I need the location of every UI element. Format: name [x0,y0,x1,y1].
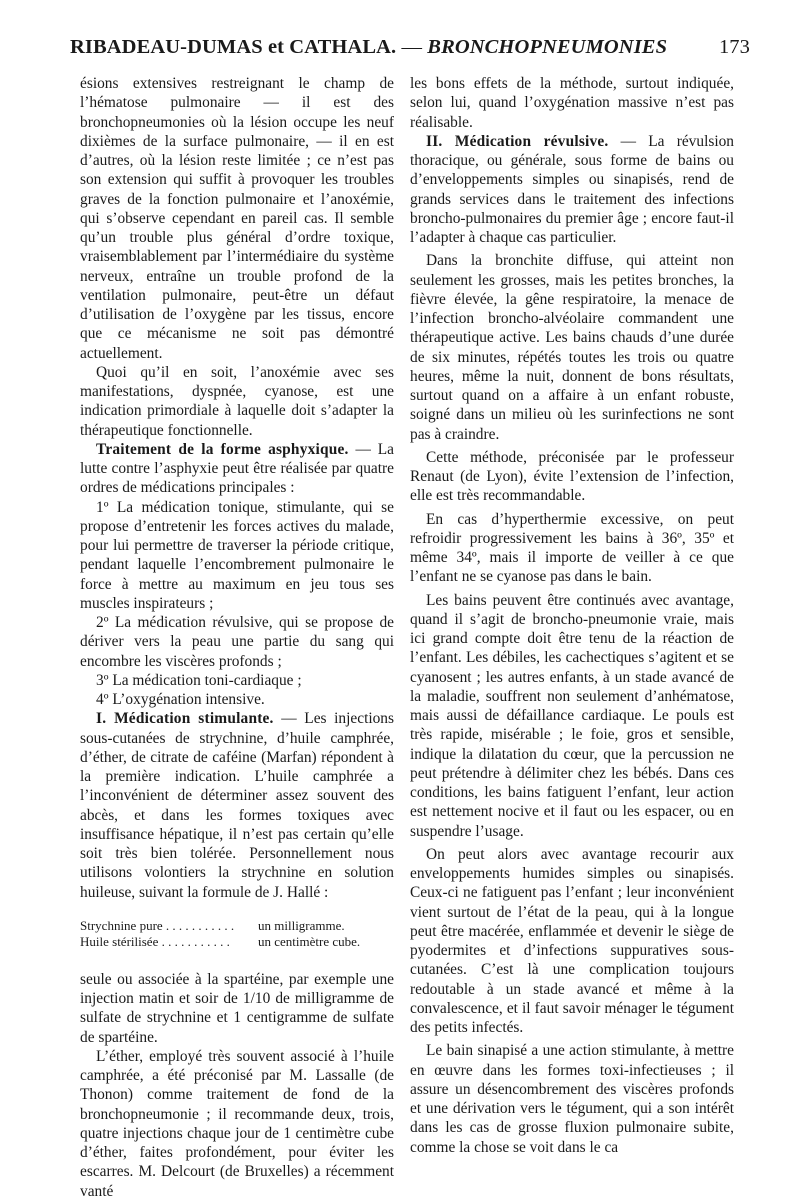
running-header [70,36,750,66]
paragraph: Les bains peuvent être continués avec avantage, quand il s’agit de broncho-pneumonie vraie, mais ici grand compte doit être tenu de la réaction de l’enfant. Les débiles, les cachectiques s’agitent et se cyanosent ; les autres enfants, à un stade avancé de la maladie, souffrent non seulement d’anhématose, mais aussi de défaillance cardiaque. Le pouls est très rapide, misérable ; le foie, gros et sensible, indique la dilatation du cœur, que la percussion ne peut prétendre à délimiter chez les bébés. Dans ces conditions, les bains fatiguent l’enfant, leur action est nettement nocive et il faut ou les espacer, ou en suspendre l’usage. [410,591,734,840]
paragraph: Le bain sinapisé a une action stimulante, à mettre en œuvre dans les formes toxi-infectieuses ; il assure un désencombrement des viscères profonds et une dérivation vers le tégument, qui a son intérêt dans les cas de grosse fluxion pulmonaire subite, comme la chose se voit dans le ca [410,1042,734,1156]
formula-ingredient: Huile stérilisée . . . . . . . . . . . [80,933,230,949]
section-paragraph [410,132,734,248]
paragraph: L’éther, employé très souvent associé à l’huile camphrée, a été préconisé par M. Lassalle (de Thonon) comme traitement de fond de la bronchopneumonie ; il recommande deux, trois, quatre injections chaque jour de 1 centimètre cube d’éther, faites profondément, pour éviter les escarres. M. Delcourt (de Bruxelles) a récemment vanté [80,1047,394,1200]
section-paragraph [80,440,394,498]
paragraph: On peut alors avec avantage recourir aux enveloppements humides simples ou sinapisés. Ceux-ci ne fatiguent pas l’enfant ; leur inconvénient vient surtout de l’état de la peau, qui à la longue peut être macérée, enflammée et devenir le siège de pyodermites et d’infections suppuratives sous-cutanées. C’est là une complication toujours redoutable à un stade avancé et même à la convalescence, et il faut savoir ménager le tégument des petits infectés. [410,845,734,1036]
formula-row [80,934,394,950]
formula-amount: un centimètre cube. [258,933,361,949]
section-text: — Les injections sous-cutanées de strychnine, d’huile camphrée, d’éther, de citrate de caféine (Marfan) répondent à la première indication. L’huile camphrée a l’inconvénient de déterminer assez souvent des abcès, et dans les formes toxiques avec insuffisance hépatique, il n’est pas certain qu’elle soit très bien tolérée. Personnellement nous utilisons volontiers la strychnine en solution huileuse, suivant la formule de J. Hallé : [80,710,394,901]
section-text: — La révulsion thoracique, ou générale, sous forme de bains ou d’enveloppements simples ou sinapisés, rend de grands services dans le traitement des infections broncho-pulmonaires du premier âge ; encore faut-il l’adapter à chaque cas particulier. [410,132,735,246]
section-text: — La lutte contre l’asphyxie peut être réalisée par quatre ordres de médications principales : [80,440,394,497]
page-number: 173 [718,36,750,58]
paragraph: Quoi qu’il en soit, l’anoxémie avec ses manifestations, dyspnée, cyanose, est une indication primordiale à laquelle doit s’adapter la thérapeutique fonctionnelle. [80,363,394,439]
prescription-formula [80,918,394,950]
formula-amount: un milligramme. [258,917,345,933]
list-item: 1º La médication tonique, stimulante, qui se propose d’entretenir les forces actives du malade, pour lui permettre de traverser la période critique, pendant laquelle l’encombrement pulmonaire le force à mettre au maximum en jeu tous ses muscles inspirateurs ; [80,498,394,612]
paragraph: les bons effets de la méthode, surtout indiquée, selon lui, quand l’oxygénation massive n’est pas réalisable. [410,75,734,131]
header-authors: RIBADEAU-DUMAS et CATHALA. [70,36,397,58]
section-heading-revulsive: II. Médication révulsive. [426,132,609,150]
formula-row [80,918,394,934]
section-heading-asphyxique: Traitement de la forme asphyxique. [96,440,349,458]
paragraph: Cette méthode, préconisée par le professeur Renaut (de Lyon), évite l’extension de l’infection, elle est très recommandable. [410,448,734,505]
list-item: 4º L’oxygénation intensive. [96,691,265,708]
paragraph: Dans la bronchite diffuse, qui atteint non seulement les grosses, mais les petites bronches, la fièvre élevée, la gêne respiratoire, la menace de l’infection broncho-alvéolaire commandent une thérapeutique active. Les bains chauds d’une durée de six minutes, répétés toutes les trois ou quatre heures, même la nuit, donnent de bons résultats, surtout quand on a affaire à un enfant robuste, soigné dans un milieu où les surinfections ne sont pas à craindre. [410,252,734,443]
list-item: 2º La médication révulsive, qui se propose de dériver vers la peau une partie du sang qui encombre les viscères profonds ; [80,614,394,670]
header-separator: — [396,36,428,58]
left-column [80,74,394,1201]
paragraph: En cas d’hyperthermie excessive, on peut refroidir progressivement les bains à 36º, 35º et même 34º, mais il importe de veiller à ce que l’enfant ne se cyanose pas dans le bain. [410,510,734,586]
header-subject: BRONCHOPNEUMONIES [427,36,668,58]
right-column [410,74,734,1157]
list-item: 3º La médication toni-cardiaque ; [96,671,302,689]
formula-ingredient: Strychnine pure . . . . . . . . . . . [80,917,235,933]
section-heading-stimulante: I. Médication stimulante. [96,710,274,728]
paragraph: ésions extensives restreignant le champ de l’hématose pulmonaire — il est des bronchopneumonies où la lésion occupe les neuf dixièmes de la surface pulmonaire, — il en est d’autres, où la lésion reste limitée ; ce n’est pas son extension qui suffit à provoquer les troubles graves de la fonction pulmonaire et l’anoxémie, qui s’observe cependant en pareil cas. Il semble qu’un trouble plus général d’ordre toxique, vraisemblablement par l’intermédiaire du système nerveux, entraîne un trouble profond de la ventilation pulmonaire, peut-être un défaut d’utilisation de l’oxygène par les tissus, encore que ce mécanisme ne soit pas démontré actuellement. [80,75,394,362]
paragraph: seule ou associée à la spartéine, par exemple une injection matin et soir de 1/10 de milligramme de sulfate de strychnine et 1 centigramme de sulfate de spartéine. [80,970,394,1046]
section-paragraph [80,709,394,902]
